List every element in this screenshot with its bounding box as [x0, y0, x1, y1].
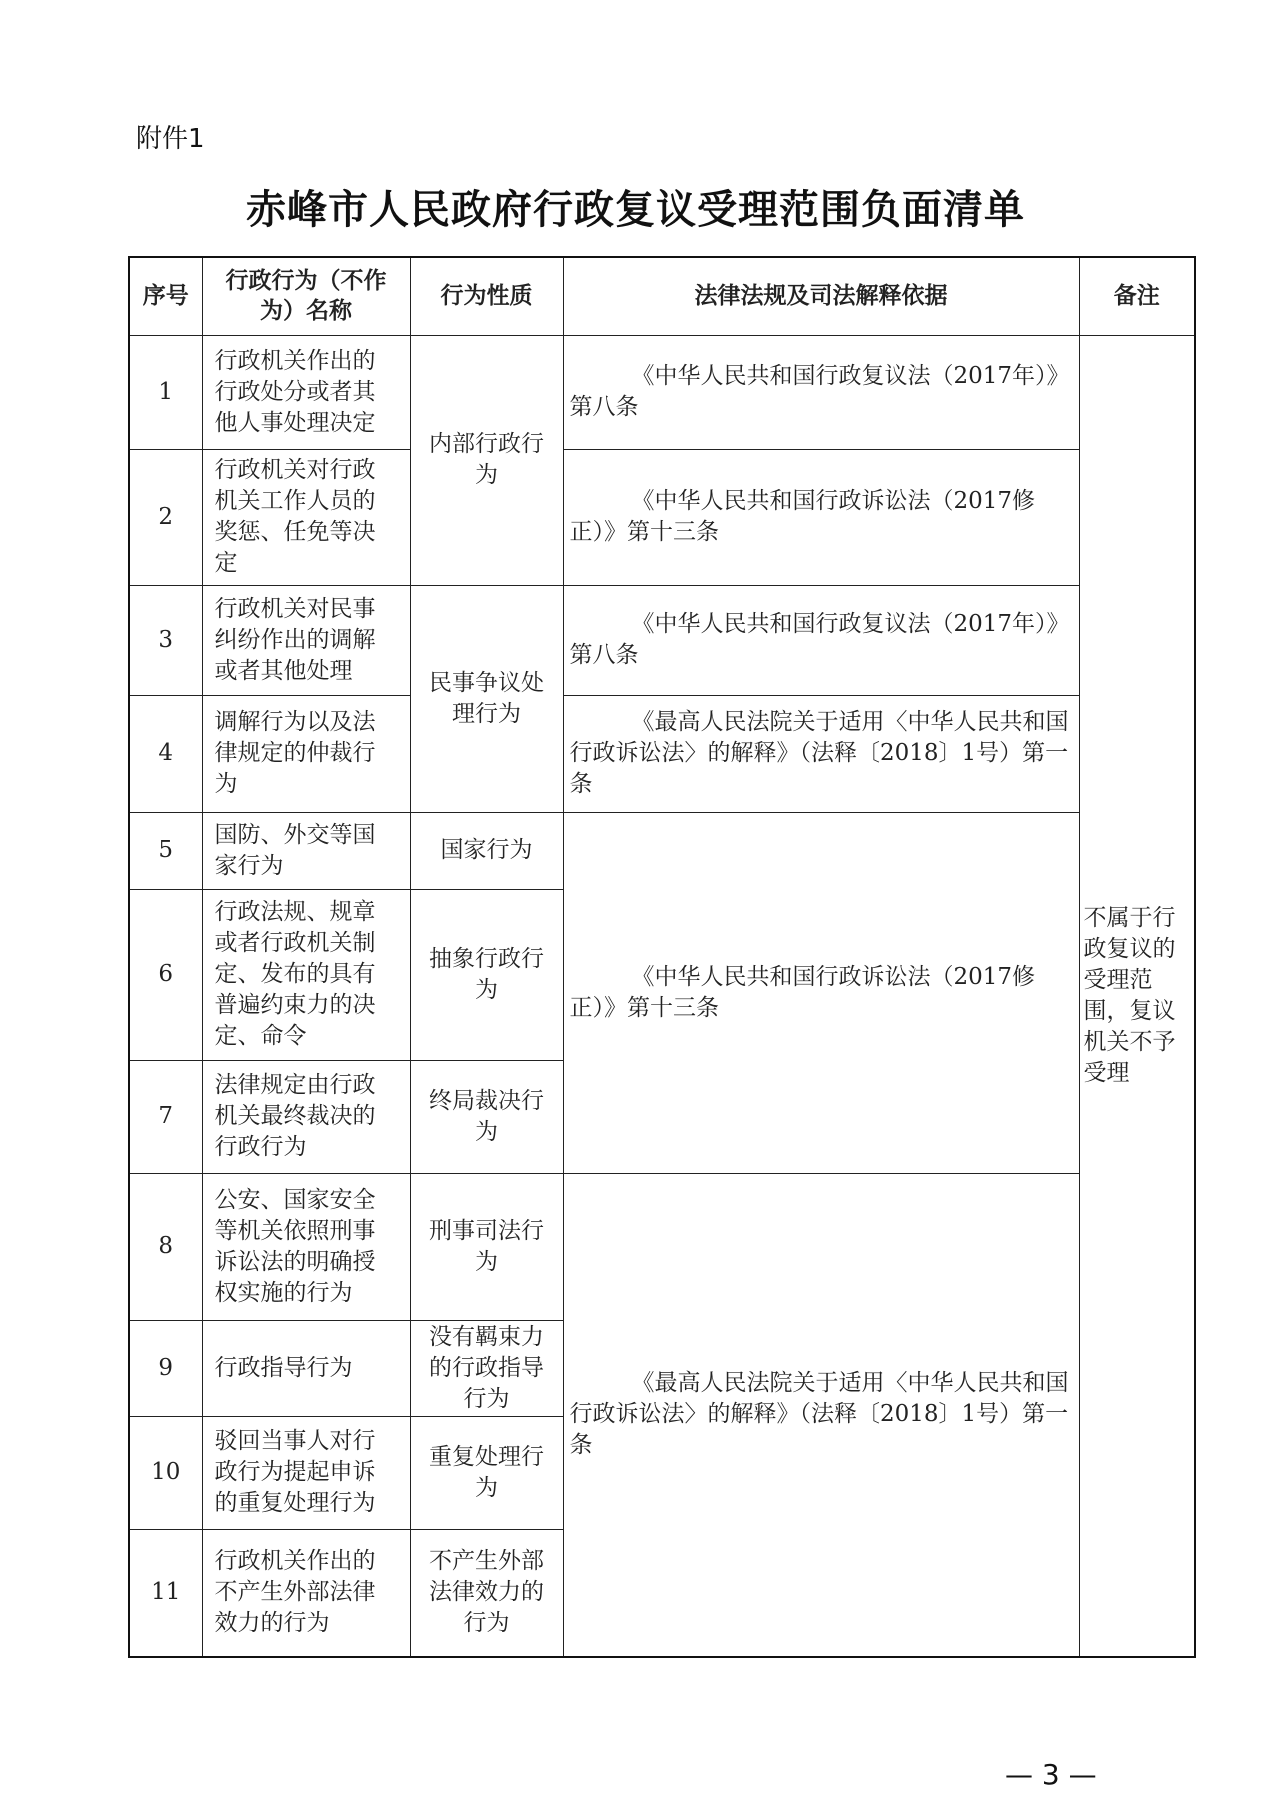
- basis-text: 《最高人民法院关于适用〈中华人民共和国行政诉讼法〉的解释》（法释〔2018〕1号）第一条: [569, 709, 1069, 797]
- row-no: 5: [129, 812, 202, 889]
- row-no: 7: [129, 1060, 202, 1173]
- table-row: [129, 1173, 1195, 1320]
- row-no: 6: [129, 889, 202, 1060]
- header-name: 行政行为（不作为）名称: [202, 257, 410, 335]
- remark-cell: 不属于行政复议的受理范围，复议机关不予受理: [1079, 335, 1195, 1657]
- row-nature-criminal: 刑事司法行为: [410, 1173, 563, 1320]
- row-nature-civil: 民事争议处理行为: [410, 585, 563, 812]
- row-no: 3: [129, 585, 202, 695]
- row-nature-noexternal: 不产生外部法律效力的行为: [410, 1529, 563, 1657]
- row-name: 行政机关对行政机关工作人员的奖惩、任免等决定: [202, 449, 410, 585]
- row-no: 4: [129, 695, 202, 812]
- row-name: 法律规定由行政机关最终裁决的行政行为: [202, 1060, 410, 1173]
- basis-text: 《中华人民共和国行政复议法（2017年）》第八条: [569, 611, 1070, 668]
- page-number: — 3 —: [1005, 1758, 1097, 1791]
- header-remark: 备注: [1079, 257, 1195, 335]
- row-nature-abstract: 抽象行政行为: [410, 889, 563, 1060]
- row-basis: [563, 812, 1079, 1173]
- row-nature-final: 终局裁决行为: [410, 1060, 563, 1173]
- header-basis: 法律法规及司法解释依据: [563, 257, 1079, 335]
- row-nature-state: 国家行为: [410, 812, 563, 889]
- basis-text: 《最高人民法院关于适用〈中华人民共和国行政诉讼法〉的解释》（法释〔2018〕1号）第一条: [569, 1370, 1069, 1459]
- row-nature-internal: 内部行政行为: [410, 335, 563, 585]
- row-name: 行政指导行为: [202, 1320, 410, 1416]
- attachment-label: 附件1: [136, 124, 205, 154]
- row-basis: [563, 335, 1079, 449]
- table-row: [129, 449, 1195, 585]
- basis-text: 《中华人民共和国行政复议法（2017年）》第八条: [569, 363, 1070, 420]
- row-name: 行政法规、规章或者行政机关制定、发布的具有普遍约束力的决定、命令: [202, 889, 410, 1060]
- basis-text: 《中华人民共和国行政诉讼法（2017修正）》第十三条: [569, 963, 1036, 1021]
- row-no: 1: [129, 335, 202, 449]
- row-basis: [563, 695, 1079, 812]
- table-row: [129, 585, 1195, 695]
- row-basis: [563, 1173, 1079, 1657]
- basis-text: 《中华人民共和国行政诉讼法（2017修正）》第十三条: [569, 488, 1036, 545]
- row-no: 11: [129, 1529, 202, 1657]
- row-nature-repeat: 重复处理行为: [410, 1416, 563, 1529]
- row-name: 国防、外交等国家行为: [202, 812, 410, 889]
- header-no: 序号: [129, 257, 202, 335]
- table-row: [129, 335, 1195, 449]
- row-name: 公安、国家安全等机关依照刑事诉讼法的明确授权实施的行为: [202, 1173, 410, 1320]
- page-title: 赤峰市人民政府行政复议受理范围负面清单: [246, 187, 1025, 233]
- row-no: 8: [129, 1173, 202, 1320]
- row-no: 10: [129, 1416, 202, 1529]
- row-basis: [563, 585, 1079, 695]
- table-row: [129, 812, 1195, 889]
- row-no: 9: [129, 1320, 202, 1416]
- table-row: [129, 695, 1195, 812]
- row-name: 调解行为以及法律规定的仲裁行为: [202, 695, 410, 812]
- table-header-row: [129, 257, 1195, 335]
- row-nature-guidance: 没有羁束力的行政指导行为: [410, 1320, 563, 1416]
- row-no: 2: [129, 449, 202, 585]
- row-name: 行政机关作出的行政处分或者其他人事处理决定: [202, 335, 410, 449]
- header-nature: 行为性质: [410, 257, 563, 335]
- negative-list-table: [128, 256, 1196, 1658]
- row-basis: [563, 449, 1079, 585]
- row-name: 行政机关作出的不产生外部法律效力的行为: [202, 1529, 410, 1657]
- row-name: 驳回当事人对行政行为提起申诉的重复处理行为: [202, 1416, 410, 1529]
- row-name: 行政机关对民事纠纷作出的调解或者其他处理: [202, 585, 410, 695]
